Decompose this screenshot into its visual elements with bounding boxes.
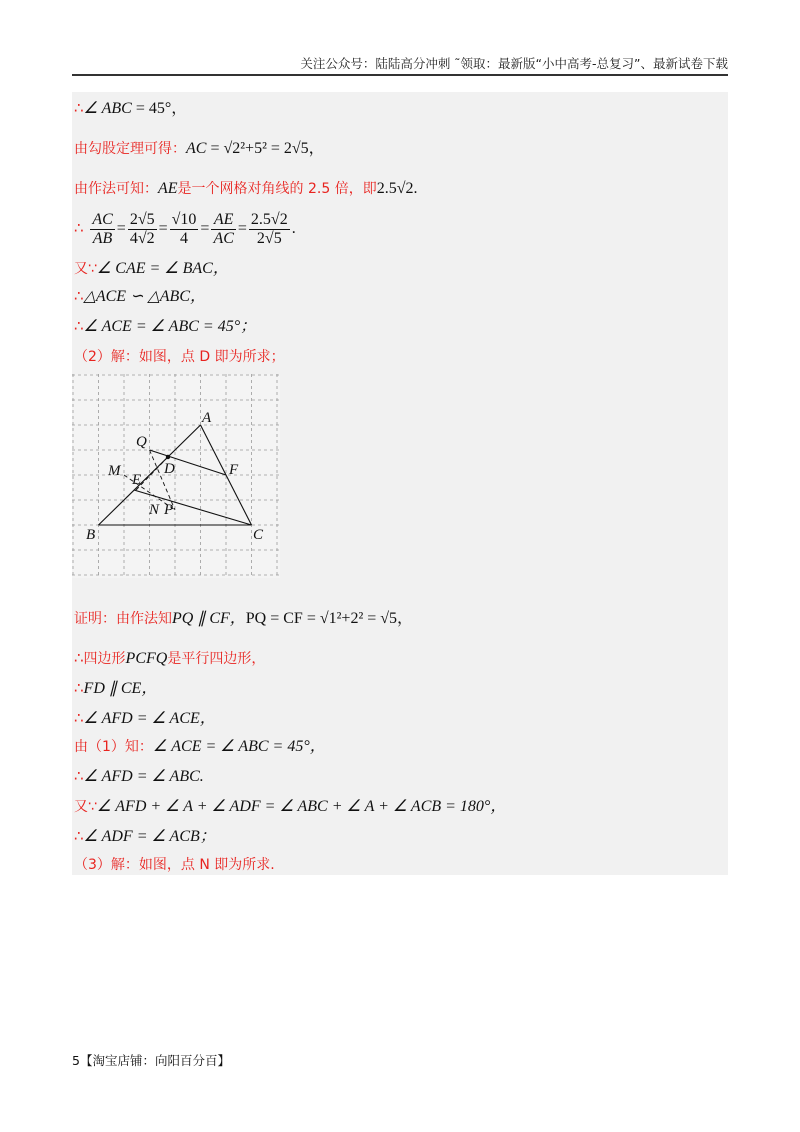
- point-D-dot: [166, 455, 170, 459]
- numerator: AC: [92, 210, 113, 228]
- line-1: [74, 98, 187, 119]
- equals: =: [237, 220, 247, 237]
- math-expr: ∠ ACE = ∠ ABC = 45°，: [152, 738, 326, 755]
- text-label: 又∵: [74, 261, 97, 277]
- text-label: 四边形: [83, 651, 126, 667]
- label-N: N: [149, 502, 160, 518]
- text-label: 由勾股定理可得：: [74, 141, 186, 157]
- math-expr: ∠ CAE = ∠ BAC，: [96, 260, 229, 277]
- therefore-symbol: ∴: [74, 679, 84, 697]
- math-expr: ∠ ABC: [83, 100, 132, 117]
- therefore-symbol: ∴: [74, 709, 84, 727]
- therefore-symbol: ∴: [74, 767, 84, 785]
- math-expr: ∠ AFD = ∠ ABC.: [83, 768, 204, 785]
- line-6: [74, 286, 206, 307]
- numerator: √10: [171, 210, 197, 228]
- geometry-figure: [72, 374, 280, 578]
- text-label: （2）解：如图，点 D 即为所求；: [74, 349, 285, 365]
- label-C: C: [253, 527, 264, 543]
- text-label-2: 是平行四边形，: [167, 651, 266, 667]
- line-13: [74, 736, 326, 757]
- label-D: D: [164, 461, 175, 477]
- equals: =: [200, 220, 210, 237]
- math-expr: ∠ AFD = ∠ ACE，: [83, 710, 216, 727]
- fraction-2: [128, 211, 157, 248]
- line-8: [74, 346, 285, 367]
- math-expr: FD ∥ CE，: [83, 680, 158, 697]
- label-Q: Q: [136, 434, 147, 450]
- numerator: AE: [211, 211, 235, 230]
- therefore-symbol: ∴: [74, 287, 84, 305]
- text-label: 又∵: [74, 799, 97, 815]
- math-expr: AE: [158, 180, 178, 197]
- math-expr: ∠ ACE = ∠ ABC = 45°；: [83, 318, 257, 335]
- line-9: [74, 608, 413, 629]
- therefore-symbol: ∴: [74, 99, 84, 117]
- line-17: [74, 854, 275, 875]
- page-header: 关注公众号：陆陆高分冲刺 ˜领取：最新版“小中高考-总复习”、最新试卷下载: [72, 54, 728, 76]
- line-5: [74, 258, 229, 279]
- therefore-symbol: ∴: [74, 317, 84, 335]
- math-rest: PQ = CF = √1²+2² = √5，: [245, 610, 414, 627]
- line-7: [74, 316, 256, 337]
- text-label: 证明：由作法知: [74, 611, 172, 627]
- label-M: M: [108, 463, 121, 479]
- label-B: B: [86, 527, 96, 543]
- line-3: [74, 178, 418, 199]
- fraction-3: [170, 211, 199, 248]
- math-expr: ∠ AFD + ∠ A + ∠ ADF = ∠ ABC + ∠ A + ∠ ACB = 180°，: [96, 798, 507, 815]
- math-expr: PCFQ: [125, 650, 168, 667]
- fraction-4: [211, 211, 235, 248]
- therefore-symbol: ∴: [74, 219, 84, 237]
- line-14: [74, 766, 204, 787]
- numerator: 2√5: [129, 210, 155, 228]
- equals: =: [158, 220, 168, 237]
- therefore-symbol: ∴: [74, 649, 84, 667]
- denominator: AC: [213, 229, 234, 247]
- line-10: [74, 648, 265, 669]
- line-15: [74, 796, 506, 817]
- numerator: 2.5√2: [250, 210, 288, 228]
- math-expr: PQ ∥ CF，: [172, 610, 246, 627]
- text-label: 由作法可知：: [74, 181, 158, 197]
- denominator: 2√5: [256, 229, 282, 247]
- label-P: P: [164, 502, 174, 518]
- denominator: 4: [180, 229, 189, 247]
- line-2: [74, 138, 325, 159]
- label-A: A: [202, 410, 212, 426]
- denominator: 4√2: [129, 229, 155, 247]
- math-rest: 2.5√2.: [376, 180, 418, 197]
- label-E: E: [132, 472, 142, 488]
- equals: =: [116, 220, 126, 237]
- math-rest: = √2²+5² = 2√5，: [206, 140, 325, 157]
- fraction-1: [90, 211, 114, 248]
- math-expr: ∠ ADF = ∠ ACB；: [83, 828, 216, 845]
- label-F: F: [229, 462, 239, 478]
- text-label: 由（1）知：: [74, 739, 153, 755]
- therefore-symbol: ∴: [74, 827, 84, 845]
- line-16: [74, 826, 216, 847]
- fraction-5: [249, 211, 290, 248]
- page-footer: 5【淘宝店铺：向阳百分百】: [72, 1053, 230, 1068]
- period: .: [291, 220, 296, 237]
- math-expr: AC: [186, 140, 207, 157]
- line-4: [74, 206, 296, 251]
- text-label: （3）解：如图，点 N 即为所求.: [74, 857, 275, 873]
- line-11: [74, 678, 157, 699]
- text-label-2: 是一个网格对角线的 2.5 倍，即: [177, 181, 377, 197]
- denominator: AB: [92, 229, 113, 247]
- solution-content: [72, 92, 728, 875]
- line-12: [74, 708, 216, 729]
- math-expr: △ACE ∽ △ABC，: [83, 288, 207, 305]
- math-rest: = 45°，: [131, 100, 188, 117]
